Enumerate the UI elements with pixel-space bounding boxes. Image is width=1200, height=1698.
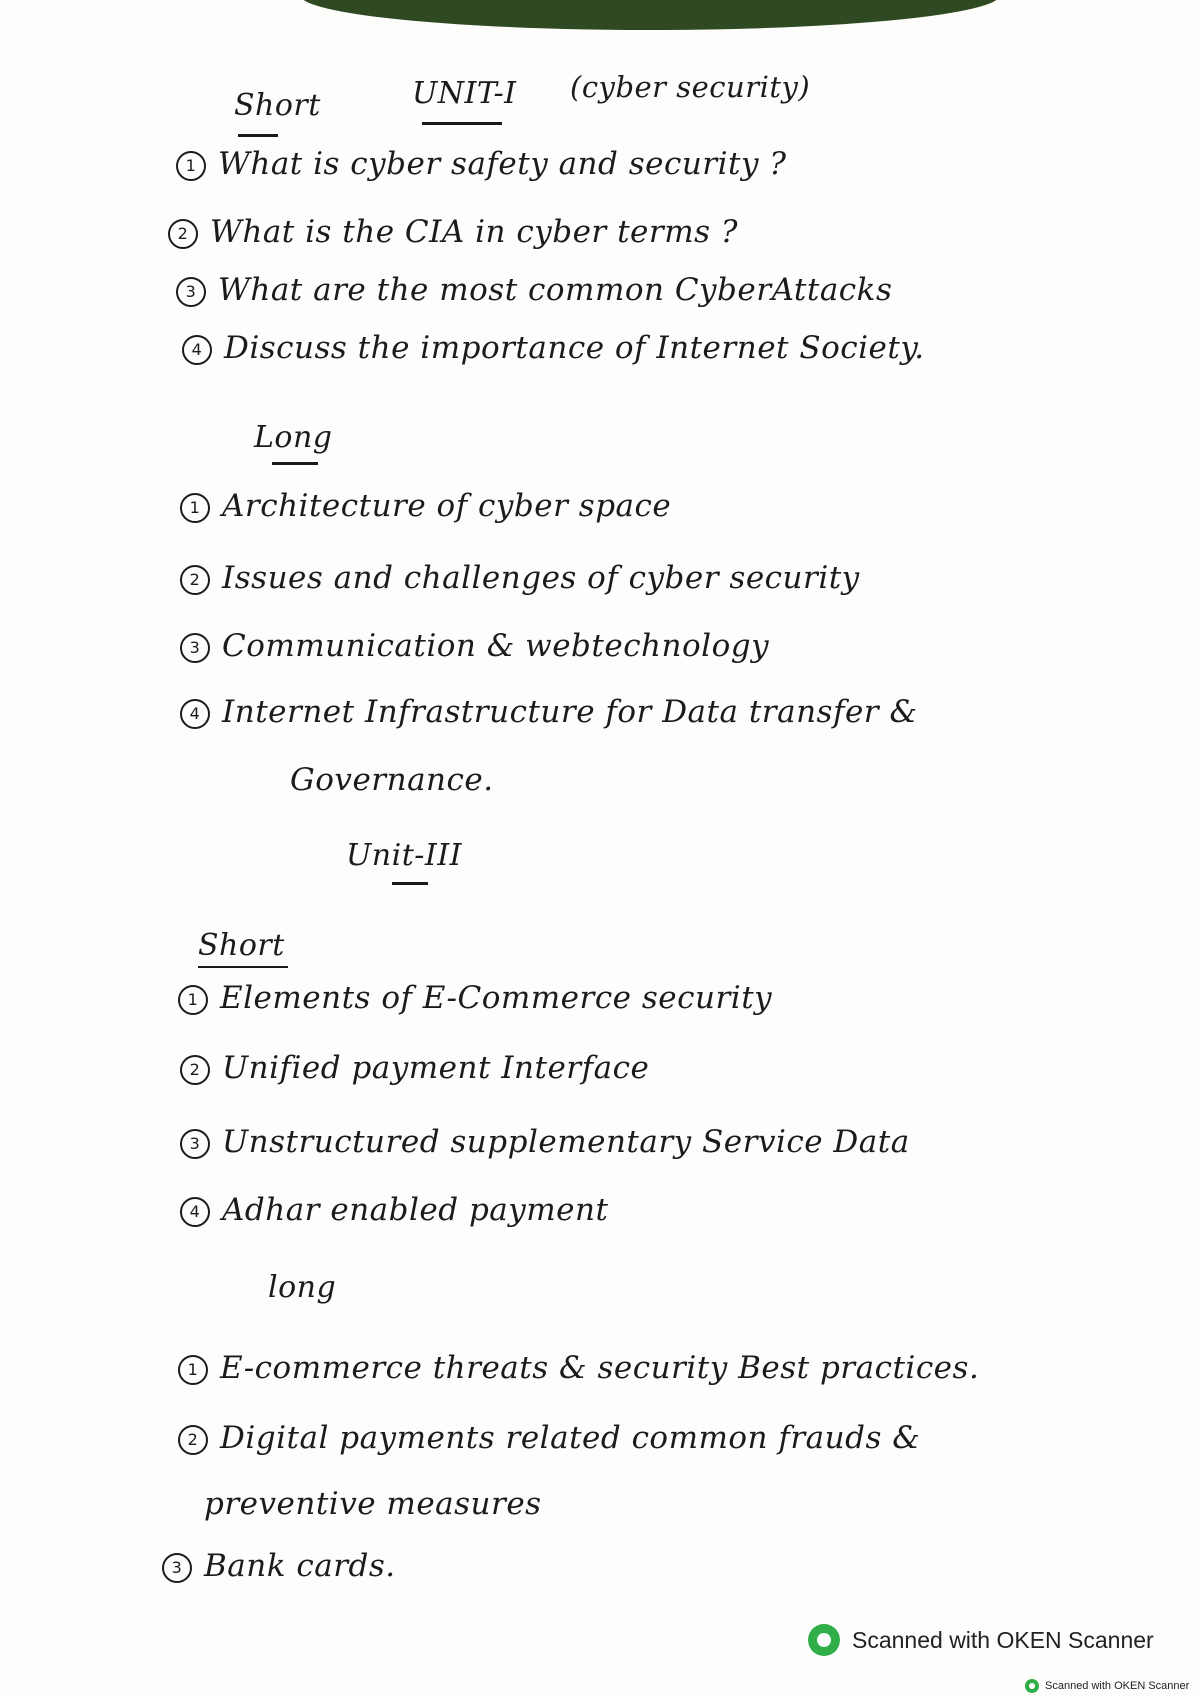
item-number: 1 [178, 1355, 208, 1385]
unit1-short-item [168, 214, 738, 250]
unit3-long-heading: long [268, 1270, 337, 1305]
unit3-long-item [162, 1548, 396, 1584]
scanner-watermark [808, 1620, 1154, 1660]
unit3-long-item-continuation: preventive measures [204, 1486, 542, 1522]
item-number: 3 [176, 277, 206, 307]
unit1-short-underline [238, 134, 278, 137]
item-text: Unstructured supplementary Service Data [222, 1124, 910, 1160]
unit3-short-item [178, 980, 772, 1016]
item-number: 4 [182, 335, 212, 365]
unit1-long-item [180, 628, 769, 664]
item-text: Unified payment Interface [222, 1050, 650, 1086]
unit3-short-item [180, 1124, 910, 1160]
item-text: What are the most common CyberAttacks [218, 272, 893, 308]
item-number: 1 [178, 985, 208, 1015]
item-text: What is the CIA in cyber terms ? [210, 214, 738, 250]
unit3-short-item [180, 1192, 608, 1228]
unit1-short-item [182, 330, 925, 366]
unit3-title: Unit-III [346, 838, 462, 873]
unit1-title-underline [422, 122, 502, 125]
item-number: 3 [162, 1553, 192, 1583]
unit1-subtitle: (cyber security) [570, 70, 811, 104]
item-number: 2 [178, 1425, 208, 1455]
item-text: Issues and challenges of cyber security [222, 560, 860, 596]
item-number: 2 [168, 219, 198, 249]
unit3-long-item [178, 1420, 920, 1456]
oken-logo-icon [808, 1624, 840, 1656]
photo-edge-shadow [300, 0, 1000, 30]
item-text: E-commerce threats & security Best practices. [220, 1350, 980, 1386]
unit1-long-item [180, 488, 671, 524]
scanner-watermark-text: Scanned with OKEN Scanner [852, 1626, 1154, 1653]
item-text: Discuss the importance of Internet Society. [224, 330, 925, 366]
item-number: 1 [176, 151, 206, 181]
item-number: 4 [180, 699, 210, 729]
item-number: 2 [180, 565, 210, 595]
unit1-title: UNIT-I [412, 76, 517, 111]
item-text: What is cyber safety and security ? [218, 146, 787, 182]
unit3-short-item [180, 1050, 649, 1086]
item-text: Bank cards. [204, 1548, 396, 1584]
item-text: Internet Infrastructure for Data transfer & [222, 694, 918, 730]
scanner-watermark-small [1025, 1678, 1189, 1694]
item-number: 1 [180, 493, 210, 523]
unit1-short-item [176, 146, 786, 182]
unit1-long-heading: Long [254, 420, 333, 455]
unit3-title-underline [392, 882, 428, 885]
item-number: 4 [180, 1197, 210, 1227]
unit1-long-item [180, 560, 860, 596]
unit3-short-heading: Short [198, 928, 285, 963]
item-text: Adhar enabled payment [222, 1192, 609, 1228]
unit1-long-item-continuation: Governance. [290, 762, 494, 798]
oken-logo-small-icon [1025, 1679, 1039, 1693]
item-number: 2 [180, 1055, 210, 1085]
unit3-short-underline [198, 966, 288, 968]
item-text: Digital payments related common frauds & [220, 1420, 921, 1456]
item-number: 3 [180, 1129, 210, 1159]
unit3-long-item [178, 1350, 979, 1386]
unit1-short-item [176, 272, 892, 308]
item-text: Architecture of cyber space [222, 488, 672, 524]
item-text: Communication & webtechnology [222, 628, 770, 664]
unit1-short-heading: Short [234, 88, 321, 123]
unit1-long-underline [272, 462, 318, 465]
unit1-long-item [180, 694, 918, 730]
scanner-watermark-small-text: Scanned with OKEN Scanner [1045, 1680, 1190, 1692]
item-number: 3 [180, 633, 210, 663]
item-text: Elements of E-Commerce security [220, 980, 773, 1016]
